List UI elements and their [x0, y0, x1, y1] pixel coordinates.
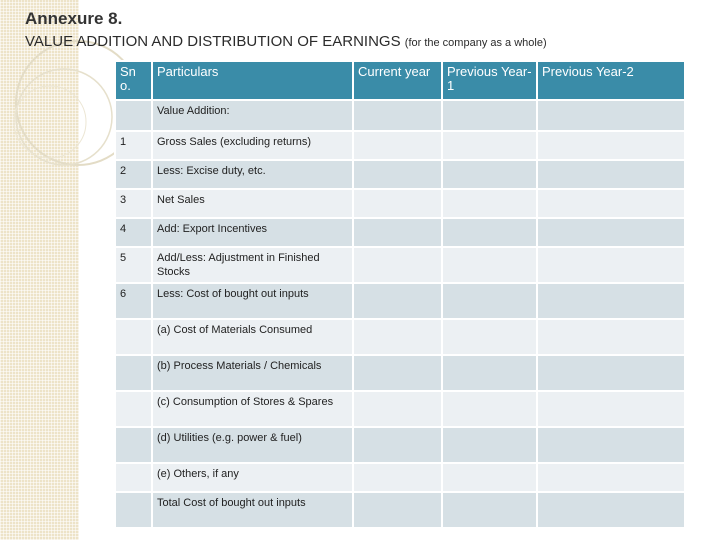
cell-current-year	[353, 492, 442, 528]
cell-sno: 4	[115, 218, 152, 247]
cell-particulars: (b) Process Materials / Chemicals	[152, 355, 353, 391]
page-title: Annexure 8.	[25, 9, 123, 28]
cell-particulars: (e) Others, if any	[152, 463, 353, 492]
table-row	[115, 247, 685, 283]
cell-particulars: (c) Consumption of Stores & Spares	[152, 391, 353, 427]
cell-previous-year-1	[442, 355, 537, 391]
cell-previous-year-2	[537, 131, 685, 160]
cell-sno	[115, 100, 152, 131]
cell-previous-year-1	[442, 100, 537, 131]
cell-sno	[115, 355, 152, 391]
cell-previous-year-2	[537, 247, 685, 283]
header-current-year: Current year	[353, 61, 442, 100]
cell-current-year	[353, 189, 442, 218]
table-row	[115, 160, 685, 189]
table-row	[115, 391, 685, 427]
table-row	[115, 283, 685, 319]
table-row	[115, 427, 685, 463]
cell-sno	[115, 427, 152, 463]
subtitle-text: VALUE ADDITION AND DISTRIBUTION OF EARNINGS	[25, 33, 401, 50]
cell-previous-year-1	[442, 391, 537, 427]
cell-previous-year-2	[537, 391, 685, 427]
cell-previous-year-2	[537, 283, 685, 319]
cell-previous-year-1	[442, 131, 537, 160]
cell-current-year	[353, 131, 442, 160]
cell-previous-year-2	[537, 355, 685, 391]
cell-previous-year-2	[537, 218, 685, 247]
cell-previous-year-1	[442, 247, 537, 283]
cell-sno	[115, 391, 152, 427]
cell-previous-year-2	[537, 463, 685, 492]
cell-current-year	[353, 427, 442, 463]
cell-previous-year-1	[442, 492, 537, 528]
cell-current-year	[353, 247, 442, 283]
table-row	[115, 218, 685, 247]
cell-previous-year-2	[537, 427, 685, 463]
table-row	[115, 189, 685, 218]
cell-previous-year-1	[442, 160, 537, 189]
cell-sno: 1	[115, 131, 152, 160]
table-row	[115, 100, 685, 131]
cell-particulars: Net Sales	[152, 189, 353, 218]
cell-previous-year-2	[537, 160, 685, 189]
cell-sno: 6	[115, 283, 152, 319]
cell-particulars: Less: Cost of bought out inputs	[152, 283, 353, 319]
cell-particulars: Add/Less: Adjustment in Finished Stocks	[152, 247, 353, 283]
cell-previous-year-2	[537, 319, 685, 355]
cell-previous-year-1	[442, 463, 537, 492]
cell-current-year	[353, 100, 442, 131]
cell-sno: 3	[115, 189, 152, 218]
header-previous-year-2: Previous Year-2	[537, 61, 685, 100]
cell-previous-year-1	[442, 283, 537, 319]
cell-current-year	[353, 355, 442, 391]
cell-previous-year-2	[537, 100, 685, 131]
table-row	[115, 463, 685, 492]
table-row	[115, 355, 685, 391]
cell-previous-year-1	[442, 218, 537, 247]
page-subtitle	[25, 33, 547, 50]
cell-sno: 5	[115, 247, 152, 283]
cell-particulars: Add: Export Incentives	[152, 218, 353, 247]
cell-particulars: (a) Cost of Materials Consumed	[152, 319, 353, 355]
cell-particulars: (d) Utilities (e.g. power & fuel)	[152, 427, 353, 463]
cell-previous-year-2	[537, 189, 685, 218]
header-particulars: Particulars	[152, 61, 353, 100]
cell-current-year	[353, 319, 442, 355]
cell-current-year	[353, 391, 442, 427]
cell-current-year	[353, 463, 442, 492]
cell-particulars: Gross Sales (excluding returns)	[152, 131, 353, 160]
table-row	[115, 492, 685, 528]
table-header-row	[115, 61, 685, 100]
cell-current-year	[353, 160, 442, 189]
cell-previous-year-2	[537, 492, 685, 528]
cell-particulars: Total Cost of bought out inputs	[152, 492, 353, 528]
cell-particulars: Less: Excise duty, etc.	[152, 160, 353, 189]
cell-current-year	[353, 283, 442, 319]
cell-previous-year-1	[442, 189, 537, 218]
cell-sno: 2	[115, 160, 152, 189]
value-addition-table	[114, 60, 686, 529]
cell-sno	[115, 463, 152, 492]
subtitle-note: (for the company as a whole)	[404, 37, 547, 49]
cell-current-year	[353, 218, 442, 247]
header-sno: Sn o.	[115, 61, 152, 100]
table-row	[115, 319, 685, 355]
cell-sno	[115, 492, 152, 528]
cell-previous-year-1	[442, 319, 537, 355]
cell-particulars: Value Addition:	[152, 100, 353, 131]
cell-sno	[115, 319, 152, 355]
table-body	[115, 100, 685, 528]
header-previous-year-1: Previous Year-1	[442, 61, 537, 100]
cell-previous-year-1	[442, 427, 537, 463]
table-row	[115, 131, 685, 160]
